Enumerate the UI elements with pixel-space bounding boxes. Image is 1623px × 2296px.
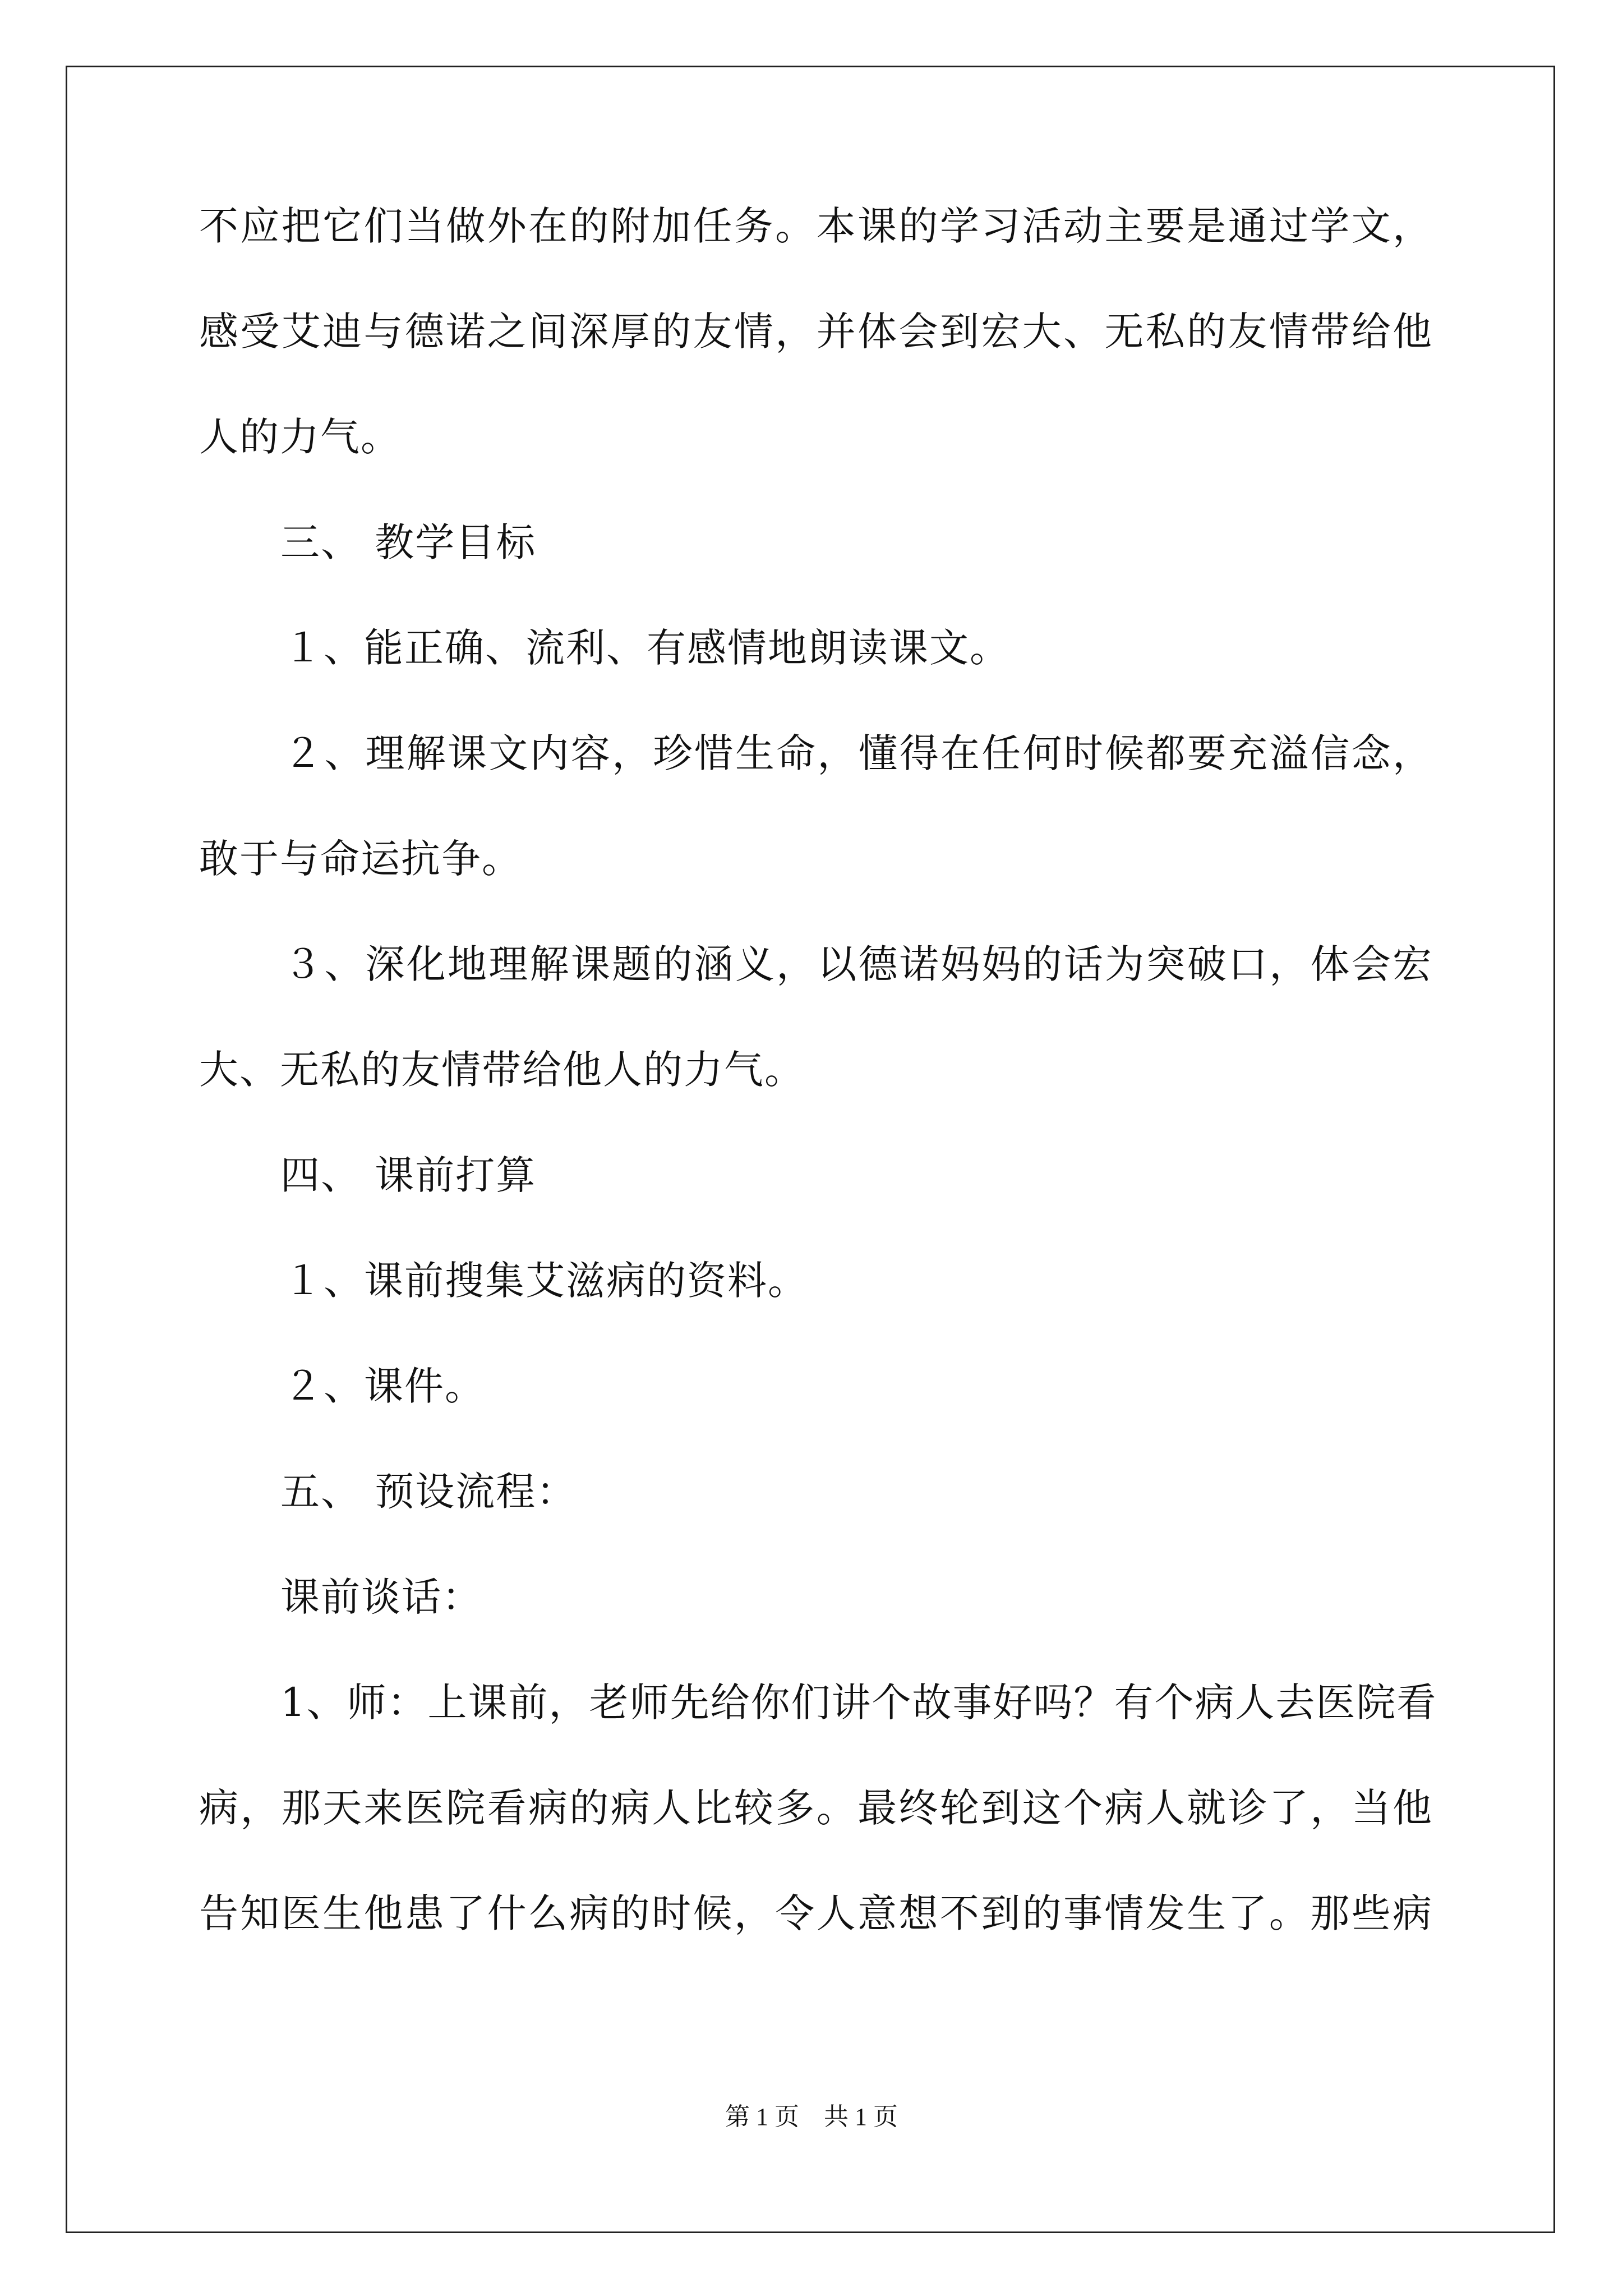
text-line: 感受艾迪与德诺之间深厚的友情，并体会到宏大、无私的友情带给他 <box>199 309 1433 355</box>
text-line: 告知医生他患了什么病的时候，令人意想不到的事情发生了。那些病 <box>199 1890 1433 1936</box>
list-item: ３、深化地理解课题的涵义，以德诺妈妈的话为突破口，体会宏 <box>283 941 1433 987</box>
list-item: １、能正确、流利、有感情地朗读课文。 <box>283 625 1010 671</box>
subsection-heading: 课前谈话： <box>280 1574 482 1620</box>
text-line: 大、无私的友情带给他人的力气。 <box>199 1047 805 1093</box>
paragraph-start: 1、师：上课前，老师先给你们讲个故事好吗？有个病人去医院看 <box>280 1680 1437 1726</box>
section-heading: 四、 课前打算 <box>280 1152 537 1198</box>
text-line: 病，那天来医院看病的病人比较多。最终轮到这个病人就诊了，当他 <box>199 1785 1433 1831</box>
text-line: 不应把它们当做外在的附加任务。本课的学习活动主要是通过学文， <box>199 203 1433 249</box>
text-line: 人的力气。 <box>199 414 401 460</box>
section-heading: 五、 预设流程： <box>280 1469 577 1515</box>
section-heading: 三、 教学目标 <box>280 519 537 565</box>
list-item: １、课前搜集艾滋病的资料。 <box>283 1258 808 1304</box>
text-line: 敢于与命运抗争。 <box>199 836 522 882</box>
page-number-footer: 第 1 页 共 1 页 <box>725 2103 898 2131</box>
list-item: ２、课件。 <box>283 1363 485 1409</box>
list-item: ２、理解课文内容，珍惜生命，懂得在任何时候都要充溢信念， <box>283 730 1433 776</box>
